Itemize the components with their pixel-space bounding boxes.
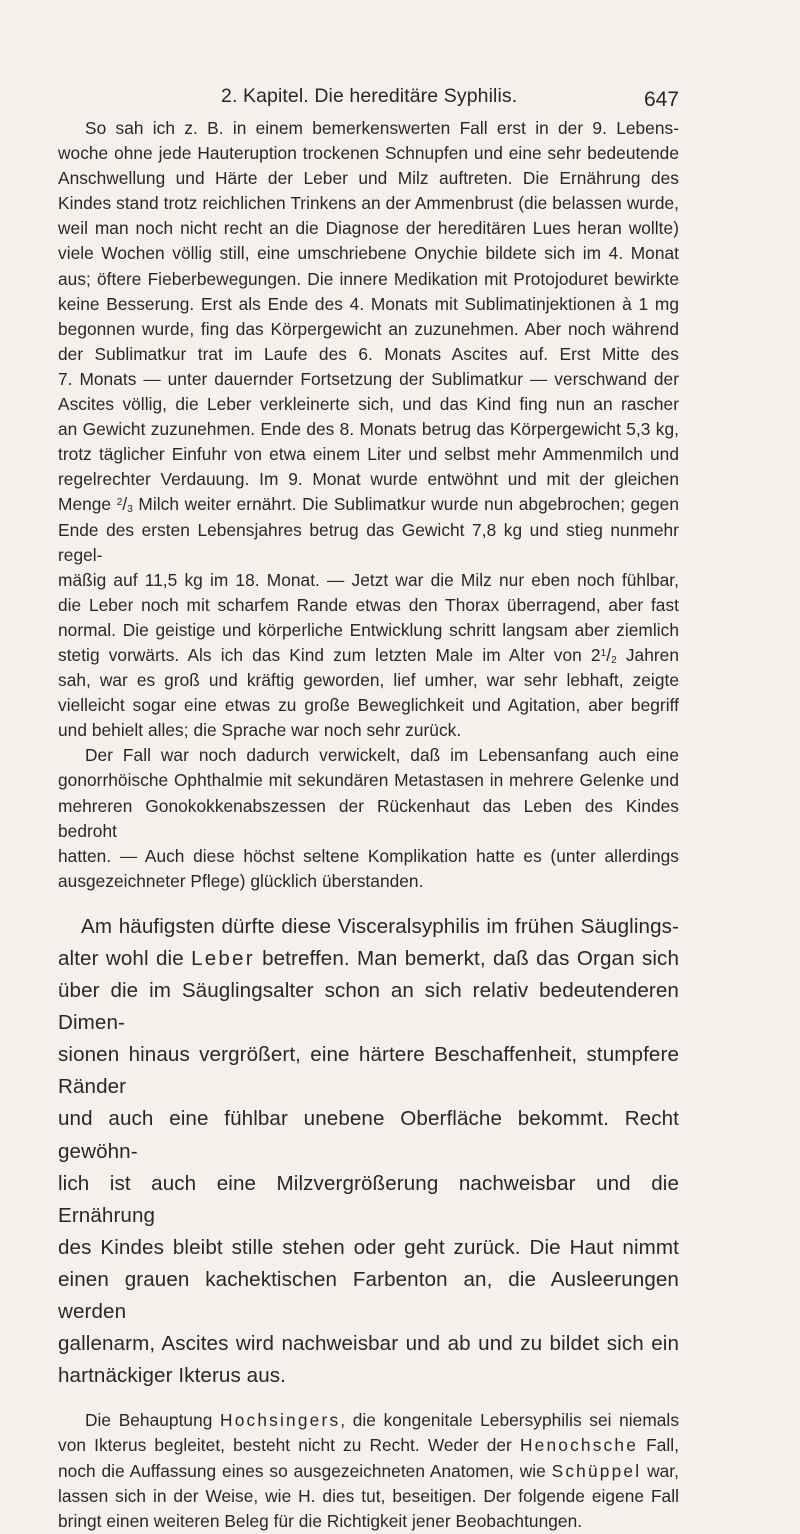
text-line: des Kindes bleibt stille stehen oder geht zurück. Die Haut nimmt [58, 1235, 679, 1259]
text-line [58, 1433, 679, 1458]
text-line: So sah ich z. B. in einem bemerkenswerten Fall erst in der 9. Lebens- [85, 118, 679, 138]
text-line: 7. Monats — unter dauernder Fortsetzung der Sublimatkur — verschwand der [58, 368, 679, 389]
text-line: regelrechter Verdauung. Im 9. Monat wurde entwöhnt und mit der gleichen [58, 469, 679, 490]
text-line: trotz täglicher Einfuhr von etwa einem Liter und selbst mehr Ammenmilch und [58, 444, 679, 465]
text-line: woche ohne jede Hauteruption trockenen Schnupfen und eine sehr bedeutende [58, 143, 679, 164]
text-run: noch die Auffassung eines so ausgezeichneten Anatomen, wie [58, 1460, 552, 1481]
text-line: hatten. — Auch diese höchst seltene Komplikation hatte es (unter allerdings [58, 845, 679, 866]
text-line: Ascites völlig, die Leber verkleinerte sich, und das Kind fing nun an rascher [58, 394, 679, 415]
text-line [58, 1459, 679, 1484]
text-line: Am häufigsten dürfte diese Visceralsyphilis im frühen Säuglings- [81, 914, 679, 938]
text-line: stetig vorwärts. Als ich das Kind zum letzten Male im Alter von $2^1/_2$ Jahren [58, 644, 679, 666]
text-run: Die Behauptung [85, 1410, 221, 1431]
text-line: Der Fall war noch dadurch verwickelt, daß im Lebensanfang auch eine [85, 745, 679, 766]
text-line: Menge $^2/_3$ Milch weiter ernährt. Die Sublimatkur wurde nun abgebrochen; gegen [58, 494, 679, 516]
text-run: war, [641, 1460, 679, 1481]
running-header [58, 72, 679, 111]
text-line: bringt einen weiteren Beleg für die Richtigkeit jener Beobachtungen. [58, 1510, 583, 1531]
text-line: und auch eine fühlbar unebene Oberfläche bekommt. Recht gewöhn- [58, 1107, 679, 1163]
emphasis-spaced: Leber [191, 947, 255, 970]
emphasis-spaced: Hochsingers [220, 1410, 341, 1431]
text-line: sah, war es groß und kräftig geworden, lief umher, war sehr lebhaft, zeigte [58, 670, 679, 691]
text-line: Kindes stand trotz reichlichen Trinkens an der Ammenbrust (die belassen wurde, [58, 193, 679, 214]
text-run: betreffen. Man bemerkt, daß das Organ sich [254, 947, 679, 970]
fraction-denominator: 3 [127, 504, 133, 516]
text-line: vielleicht sogar eine etwas zu große Beweglichkeit und Agitation, aber begriff [58, 695, 679, 716]
text-run: Menge [58, 494, 117, 515]
page-number: 647 [643, 88, 679, 111]
text-line: sionen hinaus vergrößert, eine härtere Beschaffenheit, stumpfere Ränder [58, 1043, 679, 1099]
text-run: , die kongenitale Lebersyphilis sei niemals [340, 1410, 680, 1431]
text-line: und behielt alles; die Sprache war noch sehr zurück. [58, 720, 462, 741]
text-run: alter wohl die [58, 947, 192, 970]
paragraph-hochsinger [58, 1408, 679, 1533]
text-line: normal. Die geistige und körperliche Entwicklung schritt langsam aber ziemlich [58, 619, 679, 640]
text-line: die Leber noch mit scharfem Rande etwas den Thorax überragend, aber fast [58, 594, 679, 615]
paragraph-visceral-syphilis [58, 911, 679, 1392]
text-run: Fall, [638, 1435, 680, 1456]
text-line: viele Wochen völlig still, eine umschriebene Onychie bildete sich im 4. Monat [58, 243, 679, 264]
text-run: Jahren [616, 644, 679, 665]
text-line: über die im Säuglingsalter schon an sich relativ bedeutenderen Dimen- [58, 979, 679, 1035]
text-line: Ende des ersten Lebensjahres betrug das Gewicht 7,8 kg und stieg nunmehr regel- [58, 519, 679, 565]
book-page [58, 72, 679, 1534]
text-line: gallenarm, Ascites wird nachweisbar und ab und zu bildet sich ein [58, 1332, 679, 1356]
text-line [58, 943, 679, 975]
text-line: lich ist auch eine Milzvergrößerung nachweisbar und die Ernährung [58, 1171, 679, 1227]
emphasis-spaced: Henochsche [519, 1435, 639, 1456]
text-line: hartnäckiger Ikterus aus. [58, 1364, 286, 1388]
text-line: Anschwellung und Härte der Leber und Milz auftreten. Die Ernährung des [58, 168, 679, 189]
text-line [58, 1408, 679, 1433]
text-line: gonorrhöische Ophthalmie mit sekundären Metastasen in mehrere Gelenke und [58, 770, 679, 791]
text-line: keine Besserung. Erst als Ende des 4. Monats mit Sublimatinjektionen à 1 mg [58, 293, 679, 314]
text-line: einen grauen kachektischen Farbenton an, die Ausleerungen werden [58, 1267, 679, 1324]
text-line: begonnen wurde, fing das Körpergewicht an zuzunehmen. Aber noch während [58, 318, 679, 339]
paragraph-case-report [58, 116, 679, 743]
fraction-denominator: 2 [611, 654, 617, 666]
text-line: aus; öftere Fieberbewegungen. Die innere Medikation mit Protojoduret bewirkte [58, 268, 679, 289]
text-line: der Sublimatkur trat im Laufe des 6. Monats Ascites auf. Erst Mitte des [58, 343, 679, 364]
fraction-numerator: 2 [116, 497, 123, 509]
text-line: ausgezeichneter Pflege) glücklich überstanden. [58, 870, 424, 891]
emphasis-spaced: Schüppel [551, 1460, 642, 1481]
text-line: weil man noch nicht recht an die Diagnose der hereditären Lues heran wollte) [58, 218, 679, 239]
paragraph-complication [58, 743, 679, 894]
fraction-numerator: 1 [600, 647, 607, 659]
running-title: 2. Kapitel. Die hereditäre Syphilis. [221, 85, 518, 107]
text-line: lassen sich in der Weise, wie H. dies tut, beseitigen. Der folgende eigene Fall [58, 1485, 679, 1506]
text-run: Milch weiter ernährt. Die Sublimatkur wurde nun abgebrochen; gegen [132, 494, 679, 515]
text-line: mäßig auf 11,5 kg im 18. Monat. — Jetzt war die Milz nur eben noch fühlbar, [58, 569, 679, 590]
text-line: mehreren Gonokokkenabszessen der Rückenhaut das Leben des Kindes bedroht [58, 795, 679, 841]
text-line: an Gewicht zuzunehmen. Ende des 8. Monats betrug das Körpergewicht 5,3 kg, [58, 419, 679, 440]
text-run: stetig vorwärts. Als ich das Kind zum letzten Male im Alter von 2 [58, 644, 601, 665]
text-run: von Ikterus begleitet, besteht nicht zu Recht. Weder der [58, 1435, 520, 1456]
